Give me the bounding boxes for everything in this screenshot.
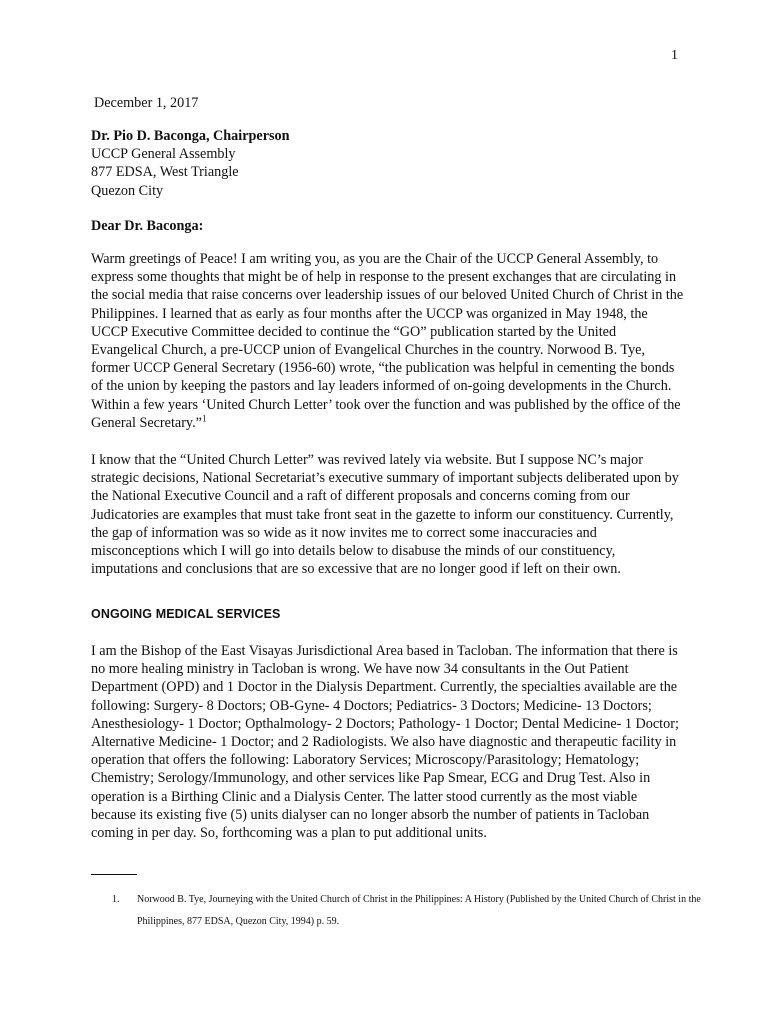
footnote-divider: [91, 874, 137, 875]
recipient-address-block: [91, 127, 290, 200]
paragraph-medical-services: I am the Bishop of the East Visayas Jurisdictional Area based in Tacloban. The information that there is no more healing ministry in Tacloban is wrong. We have now 34 consultants in the Out Patient Department (OPD) and 1 Doctor in the Dialysis Department. Currently, the specialties available are the following: Surgery- 8 Doctors; OB-Gyne- 4 Doctors; Pediatrics- 3 Doctors; Medicine- 13 Doctors; Anesthesiology- 1 Doctor; Opthalmology- 2 Doctors; Pathology- 1 Doctor; Dental Medicine- 1 Doctor; Alternative Medicine- 1 Doctor; and 2 Radiologists. We also have diagnostic and therapeutic facility in operation that offers the following: Laboratory Services; Microscopy/Parasitology; Hematology; Chemistry; Serology/Immunology, and other services like Pap Smear, ECG and Drug Test. Also in operation is a Birthing Clinic and a Dialysis Center. The latter stood currently as the most viable because its existing five (5) units dialyser can no longer absorb the number of patients in Tacloban coming in per day. So, forthcoming was a plan to put additional units.: [91, 643, 679, 842]
recipient-city: Quezon City: [91, 182, 164, 199]
footnote-reference: 1: [201, 413, 207, 424]
page-number: 1: [671, 48, 678, 63]
section-heading: ONGOING MEDICAL SERVICES: [91, 607, 281, 621]
footnote-text: Norwood B. Tye, Journeying with the United Church of Christ in the Philippines: A History (Published by the United Church of Christ in the Philippines, 877 EDSA, Quezon City, 1994) p. 59.: [137, 894, 701, 927]
recipient-street: 877 EDSA, West Triangle: [91, 164, 239, 181]
recipient-name: Dr. Pio D. Baconga, Chairperson: [91, 128, 290, 144]
footnote: [112, 889, 702, 933]
recipient-organization: UCCP General Assembly: [91, 146, 236, 163]
paragraph-greeting-text: Warm greetings of Peace! I am writing you, as you are the Chair of the UCCP General Assembly, to express some thoughts that might be of help in response to the present exchanges that are circulating in the social media that raise concerns over leadership issues of our beloved United Church of Christ in the Philippines. I learned that as early as four months after the UCCP was organized in May 1948, the UCCP Executive Committee decided to continue the “GO” publication started by the United Evangelical Church, a pre-UCCP union of Evangelical Churches in the country. Norwood B. Tye, former UCCP General Secretary (1956-60) wrote, “the publication was helpful in cementing the bonds of the union by keeping the pastors and lay leaders informed of on-going developments in the Church. Within a few years ‘United Church Letter’ took over the function and was published by the office of the General Secretary.”: [91, 251, 684, 431]
paragraph-greeting: [91, 250, 685, 432]
footnote-number: 1.: [112, 894, 120, 905]
letter-date: December 1, 2017: [94, 95, 199, 111]
paragraph-church-letter: I know that the “United Church Letter” was revived lately via website. But I suppose NC’s major strategic decisions, National Secretariat’s executive summary of important subjects deliberated upon by the National Executive Council and a raft of different proposals and concerns coming from our Judicatories are examples that must take front seat in the gazette to inform our constituency. Currently, the gap of information was so wide as it now invites me to correct some inaccuracies and misconceptions which I will go into details below to disabuse the minds of our constituency, imputations and conclusions that are so excessive that are no longer good if left on their own.: [91, 452, 679, 578]
salutation: Dear Dr. Baconga:: [91, 218, 204, 234]
